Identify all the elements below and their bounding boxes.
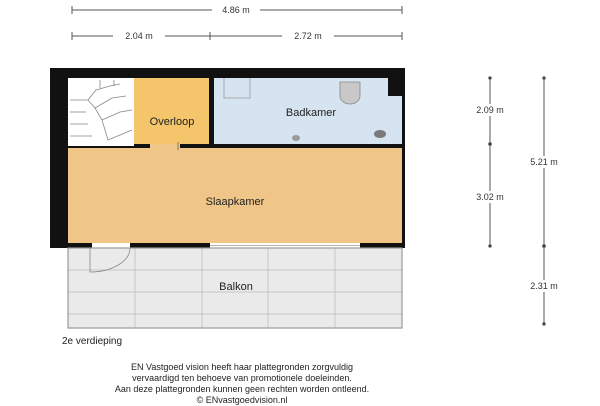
label-slaapkamer: Slaapkamer	[205, 196, 265, 208]
dimension-right-upper: 2.09 m	[476, 105, 504, 115]
door-opening-landing	[150, 144, 180, 148]
dimension-top-total: 4.86 m	[222, 5, 250, 15]
label-balkon: Balkon	[219, 281, 253, 293]
dimension-top-right: 2.72 m	[294, 31, 322, 41]
top-dimensions	[72, 3, 402, 43]
drain-icon	[292, 135, 300, 141]
label-badkamer: Badkamer	[285, 107, 337, 119]
dimension-right-span: 5.21 m	[530, 157, 558, 167]
disclaimer-line-2: vervaardigd ten behoeve van promotionele doeleinden.	[132, 373, 352, 383]
room-badkamer-alcove	[386, 96, 402, 144]
dimension-right-lower: 2.31 m	[530, 281, 558, 291]
disclaimer-line-4: © ENvastgoedvision.nl	[196, 395, 288, 405]
room-overloop	[134, 78, 209, 144]
right-dimensions	[467, 78, 567, 324]
toilet-icon	[340, 82, 360, 104]
floor-label: 2e verdieping	[62, 336, 123, 347]
sink-icon	[374, 130, 386, 138]
disclaimer-line-1: EN Vastgoed vision heeft haar plattegronden zorgvuldig	[131, 362, 353, 372]
disclaimer-line-3: Aan deze plattegronden kunnen geen rechten worden ontleend.	[114, 384, 370, 394]
dimension-right-middle: 3.02 m	[476, 192, 504, 202]
label-overloop: Overloop	[149, 116, 195, 128]
disclaimer	[0, 362, 484, 406]
building	[50, 68, 405, 248]
dimension-top-left: 2.04 m	[125, 31, 153, 41]
balcony-door	[92, 243, 130, 248]
